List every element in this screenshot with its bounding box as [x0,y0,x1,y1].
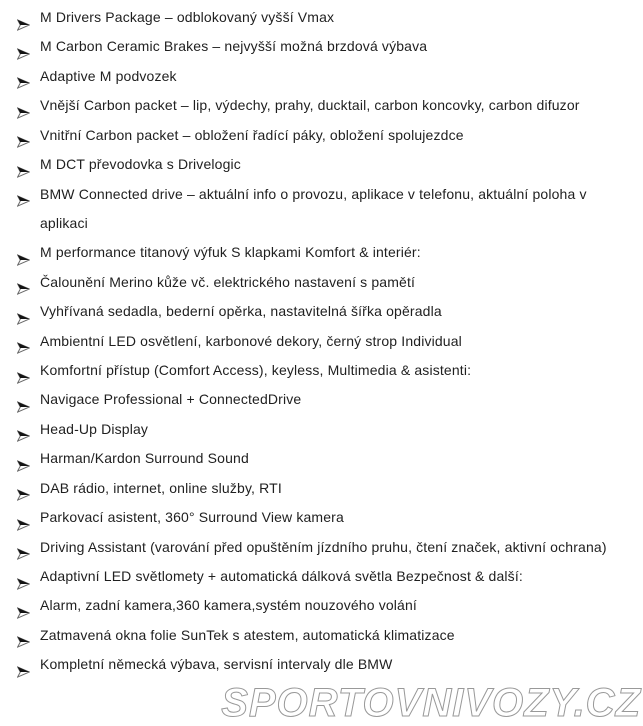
list-item [0,474,633,503]
list-item-text: Komfortní přístup (Comfort Access), keyless, Multimedia & asistenti: [40,362,472,379]
arrowhead-right-bullet-icon [17,41,30,53]
list-item-text: M performance titanový výfuk S klapkami Komfort & interiér: [40,244,421,261]
arrowhead-right-bullet-icon [17,571,30,583]
list-item [0,415,633,444]
list-item [0,356,633,385]
list-item-text: M Drivers Package – odblokovaný vyšší Vmax [40,9,335,25]
list-item [0,32,633,61]
list-item-text: Adaptivní LED světlomety + automatická dálková světla Bezpečnost & další: [40,568,523,585]
list-item [0,533,633,562]
list-item-text: Adaptive M podvozek [40,67,177,84]
arrowhead-right-bullet-icon [17,394,30,406]
arrowhead-right-bullet-icon [17,188,30,200]
list-item [0,385,633,414]
arrowhead-right-bullet-icon [17,100,30,112]
list-item-text: Alarm, zadní kamera,360 kamera,systém nouzového volání [40,597,417,614]
list-item-text: Driving Assistant (varování před opuštěním jízdního pruhu, čtení značek, aktivní ochrana) [40,538,607,555]
arrowhead-right-bullet-icon [17,659,30,671]
list-item-text: Vnitřní Carbon packet – obložení řadící páky, obložení spolujezdce [40,126,464,143]
arrowhead-right-bullet-icon [17,276,30,288]
list-item [0,503,633,532]
list-item-text: Vnější Carbon packet – lip, výdechy, prahy, ducktail, carbon koncovky, carbon difuzor [40,97,580,114]
list-item-text: Head-Up Display [40,420,149,437]
list-item-text: DAB rádio, internet, online služby, RTI [40,479,282,496]
list-item [0,121,633,150]
arrowhead-right-bullet-icon [17,247,30,259]
list-item [0,297,633,326]
list-item-text: M DCT převodovka s Drivelogic [40,156,241,173]
arrowhead-right-bullet-icon [17,423,30,435]
list-item [0,591,633,620]
arrowhead-right-bullet-icon [17,12,30,24]
list-item [0,3,633,32]
arrowhead-right-bullet-icon [17,600,30,612]
list-item [0,238,633,267]
arrowhead-right-bullet-icon [17,129,30,141]
list-item-text: Vyhřívaná sedadla, bederní opěrka, nastavitelná šířka opěradla [40,303,442,320]
list-item-text: M Carbon Ceramic Brakes – nejvyšší možná brzdová výbava [40,38,428,55]
list-item [0,268,633,297]
list-item-text: Kompletní německá výbava, servisní intervaly dle BMW [40,656,393,673]
arrowhead-right-bullet-icon [17,306,30,318]
arrowhead-right-bullet-icon [17,541,30,553]
list-item [0,444,633,473]
arrowhead-right-bullet-icon [17,482,30,494]
list-item [0,62,633,91]
arrowhead-right-bullet-icon [17,335,30,347]
list-item [0,180,633,239]
list-item [0,327,633,356]
list-item [0,150,633,179]
list-item [0,91,633,120]
arrowhead-right-bullet-icon [17,159,30,171]
list-item [0,650,633,679]
watermark-text: SPORTOVNIVOZY.CZ [221,681,641,725]
arrowhead-right-bullet-icon [17,629,30,641]
arrowhead-right-bullet-icon [17,453,30,465]
list-item-text: Ambientní LED osvětlení, karbonové dekory, černý strop Individual [40,332,462,349]
arrowhead-right-bullet-icon [17,70,30,82]
list-item-text: Čalounění Merino kůže vč. elektrického nastavení s pamětí [40,273,416,290]
arrowhead-right-bullet-icon [17,512,30,524]
list-item [0,621,633,650]
list-item [0,562,633,591]
list-item-text: Harman/Kardon Surround Sound [40,450,249,467]
list-item-text: Zatmavená okna folie SunTek s atestem, automatická klimatizace [40,626,455,643]
list-item-text: Parkovací asistent, 360° Surround View kamera [40,509,344,526]
arrowhead-right-bullet-icon [17,365,30,377]
list-item-text: Navigace Professional + ConnectedDrive [40,391,302,408]
list-item-text: BMW Connected drive – aktuální info o provozu, aplikace v telefonu, aktuální poloha v aplikaci [40,185,587,231]
